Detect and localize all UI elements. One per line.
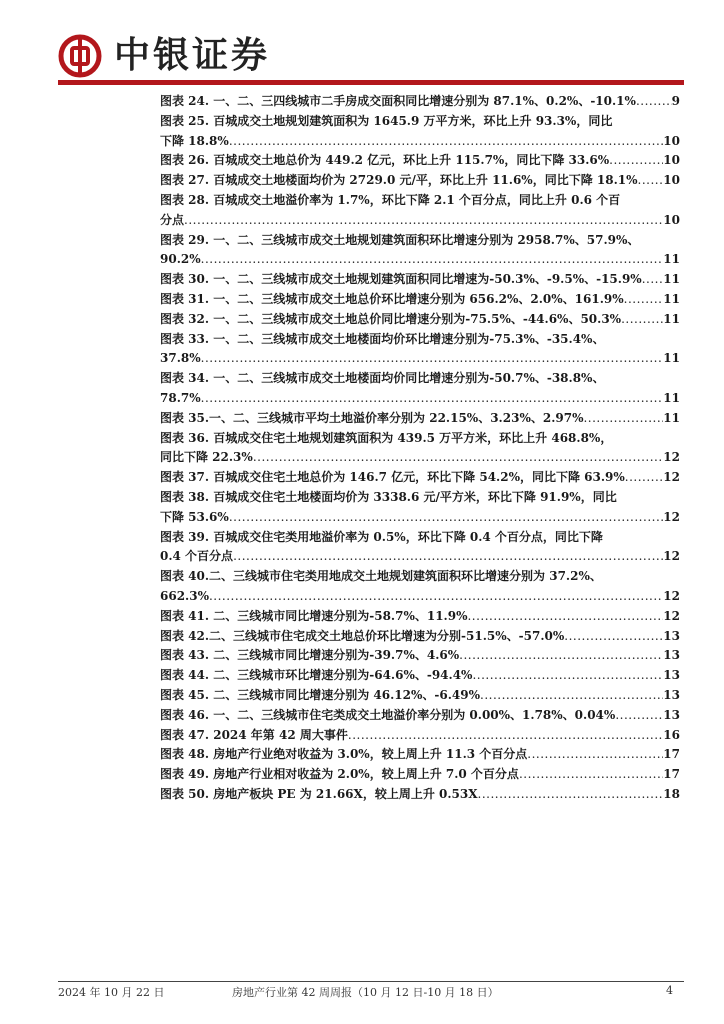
toc-entry-text: 图表 38. 百城成交住宅土地楼面均价为 3338.6 元/平方米，环比下降 91.9%，同比 [160, 489, 617, 504]
toc-entry-line [160, 191, 680, 211]
toc-entry[interactable] [160, 191, 680, 231]
dot-leader [229, 508, 663, 528]
toc-entry-text: 分点 [160, 212, 185, 227]
toc-entry-line [160, 112, 680, 132]
toc-entry-text: 图表 49. 房地产行业相对收益为 2.0%，较上周上升 7.0 个百分点 [160, 767, 519, 782]
toc-entry[interactable] [160, 646, 680, 666]
toc-page-number: 17 [663, 767, 680, 782]
toc-entry[interactable] [160, 171, 680, 191]
dot-leader [201, 349, 664, 369]
toc-entry-last-line [160, 627, 680, 647]
toc-entry[interactable] [160, 369, 680, 409]
brand-name: 中银证券 [114, 35, 271, 76]
toc-entry-text: 图表 24. 一、二、三四线城市二手房成交面积同比增速分别为 87.1%、0.2%、-10.1% [160, 94, 636, 108]
toc-entry-text: 图表 29. 一、二、三线城市成交土地规划建筑面积环比增速分别为 2958.7%、57.9%、 [160, 232, 640, 247]
toc-page-number: 13 [663, 628, 680, 643]
footer-page-number: 4 [666, 984, 673, 997]
toc-entry[interactable] [160, 706, 680, 726]
footer-divider [58, 981, 684, 982]
toc-entry-line [160, 330, 680, 350]
toc-page-number: 10 [663, 212, 680, 227]
toc-entry-text: 图表 36. 百城成交住宅土地规划建筑面积为 439.5 万平方米，环比上升 468.8%， [160, 430, 613, 445]
toc-page-number: 17 [663, 747, 680, 762]
toc-entry-text: 图表 42.二、三线城市住宅成交土地总价环比增速为分别-51.5%、-57.0% [160, 628, 565, 643]
dot-leader [348, 726, 663, 746]
toc-entry-last-line [160, 448, 680, 468]
toc-entry-last-line [160, 92, 680, 112]
footer-report-title: 房地产行业第 42 周周报（10 月 12 日-10 月 18 日） [232, 986, 499, 999]
toc-entry[interactable] [160, 429, 680, 469]
toc-page-number: 12 [663, 588, 680, 603]
dot-leader [480, 686, 663, 706]
toc-entry[interactable] [160, 310, 680, 330]
dot-leader [638, 171, 664, 191]
toc-entry-text: 图表 25. 百城成交土地规划建筑面积为 1645.9 万平方米，环比上升 93.3%，同比 [160, 113, 613, 128]
toc-entry[interactable] [160, 112, 680, 152]
toc-page-number: 11 [663, 351, 680, 366]
toc-entry-text: 下降 18.8% [160, 133, 229, 148]
toc-entry[interactable] [160, 567, 680, 607]
toc-entry-last-line [160, 349, 680, 369]
toc-page-number: 12 [663, 470, 680, 485]
toc-page-number: 11 [663, 311, 680, 326]
toc-entry-last-line [160, 547, 680, 567]
toc-entry-text: 图表 27. 百城成交土地楼面均价为 2729.0 元/平，环比上升 11.6%，同比下降 18.1% [160, 173, 638, 188]
dot-leader [478, 785, 664, 805]
toc-entry-last-line [160, 607, 680, 627]
toc-entry[interactable] [160, 627, 680, 647]
toc-entry[interactable] [160, 290, 680, 310]
dot-leader [201, 250, 664, 270]
dot-leader [253, 448, 663, 468]
toc-entry[interactable] [160, 607, 680, 627]
toc-entry-text: 图表 47. 2024 年第 42 周大事件 [160, 727, 348, 742]
toc-entry-last-line [160, 151, 680, 171]
table-of-figures [160, 92, 680, 805]
toc-page-number: 10 [663, 133, 680, 148]
toc-entry[interactable] [160, 330, 680, 370]
toc-page-number: 11 [663, 272, 680, 287]
dot-leader [459, 646, 663, 666]
footer-date: 2024 年 10 月 22 日 [58, 986, 165, 999]
toc-page-number: 11 [663, 390, 680, 405]
dot-leader [527, 745, 663, 765]
toc-page-number: 12 [663, 450, 680, 465]
toc-entry-last-line [160, 726, 680, 746]
toc-entry-last-line [160, 587, 680, 607]
toc-entry[interactable] [160, 686, 680, 706]
toc-entry-last-line [160, 171, 680, 191]
toc-entry-last-line [160, 508, 680, 528]
toc-page-number: 13 [663, 687, 680, 702]
toc-entry-line [160, 567, 680, 587]
toc-entry[interactable] [160, 409, 680, 429]
toc-entry-text: 图表 45. 二、三线城市同比增速分别为 46.12%、-6.49% [160, 687, 480, 702]
dot-leader [621, 310, 663, 330]
toc-entry-last-line [160, 310, 680, 330]
toc-entry-text: 图表 31. 一、二、三线城市成交土地总价环比增速分别为 656.2%、2.0%、161.9% [160, 291, 624, 306]
toc-entry-text: 图表 32. 一、二、三线城市成交土地总价同比增速分别为-75.5%、-44.6%、50.3% [160, 311, 622, 326]
toc-entry-text: 图表 50. 房地产板块 PE 为 21.66X，较上周上升 0.53X [160, 786, 478, 801]
toc-entry-line [160, 369, 680, 389]
toc-page-number: 12 [663, 549, 680, 564]
toc-entry-last-line [160, 270, 680, 290]
toc-entry-text: 图表 34. 一、二、三线城市成交土地楼面均价同比增速分别为-50.7%、-38.8%、 [160, 371, 605, 386]
dot-leader [615, 706, 663, 726]
toc-entry-text: 图表 35.一、二、三线城市平均土地溢价率分别为 22.15%、3.23%、2.97% [160, 410, 584, 425]
dot-leader [636, 92, 672, 112]
toc-page-number: 18 [663, 786, 680, 801]
toc-entry[interactable] [160, 765, 680, 785]
toc-page-number: 9 [671, 94, 680, 108]
toc-entry-last-line [160, 132, 680, 152]
toc-entry-line [160, 231, 680, 251]
toc-entry-text: 图表 39. 百城成交住宅类用地溢价率为 0.5%，环比下降 0.4 个百分点，同比下降 [160, 529, 603, 544]
toc-entry[interactable] [160, 726, 680, 746]
toc-entry-last-line [160, 686, 680, 706]
toc-page-number: 12 [663, 509, 680, 524]
toc-page-number: 11 [663, 410, 680, 425]
toc-entry-text: 0.4 个百分点 [160, 549, 234, 564]
dot-leader [209, 587, 663, 607]
toc-entry-text: 下降 53.6% [160, 509, 229, 524]
toc-entry-text: 图表 26. 百城成交土地总价为 449.2 亿元，环比上升 115.7%，同比下降 33.6% [160, 153, 610, 168]
dot-leader [184, 211, 663, 231]
toc-entry-line [160, 488, 680, 508]
toc-entry[interactable] [160, 666, 680, 686]
toc-entry[interactable] [160, 270, 680, 290]
toc-page-number: 12 [663, 608, 680, 623]
toc-entry-text: 图表 30. 一、二、三线城市成交土地规划建筑面积同比增速为-50.3%、-9.5%、-15.9% [160, 272, 642, 287]
dot-leader [609, 151, 663, 171]
toc-entry-text: 同比下降 22.3% [160, 450, 253, 465]
toc-entry-text: 78.7% [160, 390, 201, 405]
toc-entry[interactable] [160, 231, 680, 271]
toc-entry[interactable] [160, 528, 680, 568]
toc-entry-text: 37.8% [160, 351, 201, 366]
toc-entry-last-line [160, 646, 680, 666]
header-divider [58, 80, 684, 85]
toc-entry-last-line [160, 389, 680, 409]
toc-page-number: 13 [663, 648, 680, 663]
toc-entry-last-line [160, 211, 680, 231]
dot-leader [583, 409, 663, 429]
toc-entry-last-line [160, 706, 680, 726]
toc-entry-last-line [160, 785, 680, 805]
toc-entry[interactable] [160, 92, 680, 112]
toc-page-number: 13 [663, 668, 680, 683]
dot-leader [472, 666, 663, 686]
toc-entry-text: 图表 48. 房地产行业绝对收益为 3.0%，较上周上升 11.3 个百分点 [160, 747, 528, 762]
toc-entry-last-line [160, 250, 680, 270]
toc-entry-last-line [160, 290, 680, 310]
toc-entry[interactable] [160, 488, 680, 528]
toc-entry-text: 90.2% [160, 252, 201, 267]
dot-leader [467, 607, 663, 627]
dot-leader [624, 290, 664, 310]
dot-leader [229, 132, 663, 152]
toc-page-number: 13 [663, 707, 680, 722]
dot-leader [564, 627, 663, 647]
boc-coin-icon [58, 34, 102, 78]
toc-entry-text: 图表 41. 二、三线城市同比增速分别为-58.7%、11.9% [160, 608, 468, 623]
toc-entry-text: 图表 37. 百城成交住宅土地总价为 146.7 亿元，环比下降 54.2%，同比下降 63.9% [160, 470, 625, 485]
toc-entry-text: 662.3% [160, 588, 209, 603]
toc-entry[interactable] [160, 745, 680, 765]
toc-entry-last-line [160, 409, 680, 429]
toc-entry[interactable] [160, 785, 680, 805]
toc-page-number: 10 [663, 173, 680, 188]
toc-entry-text: 图表 44. 二、三线城市环比增速分别为-64.6%、-94.4% [160, 668, 473, 683]
dot-leader [642, 270, 664, 290]
toc-entry-last-line [160, 468, 680, 488]
toc-entry[interactable] [160, 468, 680, 488]
dot-leader [625, 468, 664, 488]
toc-page-number: 11 [663, 252, 680, 267]
toc-entry-line [160, 429, 680, 449]
toc-page-number: 11 [663, 291, 680, 306]
toc-entry-text: 图表 43. 二、三线城市同比增速分别为-39.7%、4.6% [160, 648, 460, 663]
toc-entry-line [160, 528, 680, 548]
toc-page-number: 16 [663, 727, 680, 742]
toc-entry-text: 图表 33. 一、二、三线城市成交土地楼面均价环比增速分别为-75.3%、-35.4%、 [160, 331, 605, 346]
toc-entry-last-line [160, 765, 680, 785]
toc-page-number: 10 [663, 153, 680, 168]
toc-entry-text: 图表 46. 一、二、三线城市住宅类成交土地溢价率分别为 0.00%、1.78%、0.04% [160, 707, 616, 722]
dot-leader [519, 765, 663, 785]
dot-leader [233, 547, 663, 567]
toc-entry-text: 图表 28. 百城成交土地溢价率为 1.7%，环比下降 2.1 个百分点，同比上升 0.6 个百 [160, 192, 621, 207]
toc-entry-last-line [160, 745, 680, 765]
toc-entry-text: 图表 40.二、三线城市住宅类用地成交土地规划建筑面积环比增速分别为 37.2%、 [160, 569, 602, 584]
toc-entry-last-line [160, 666, 680, 686]
dot-leader [201, 389, 664, 409]
toc-entry[interactable] [160, 151, 680, 171]
